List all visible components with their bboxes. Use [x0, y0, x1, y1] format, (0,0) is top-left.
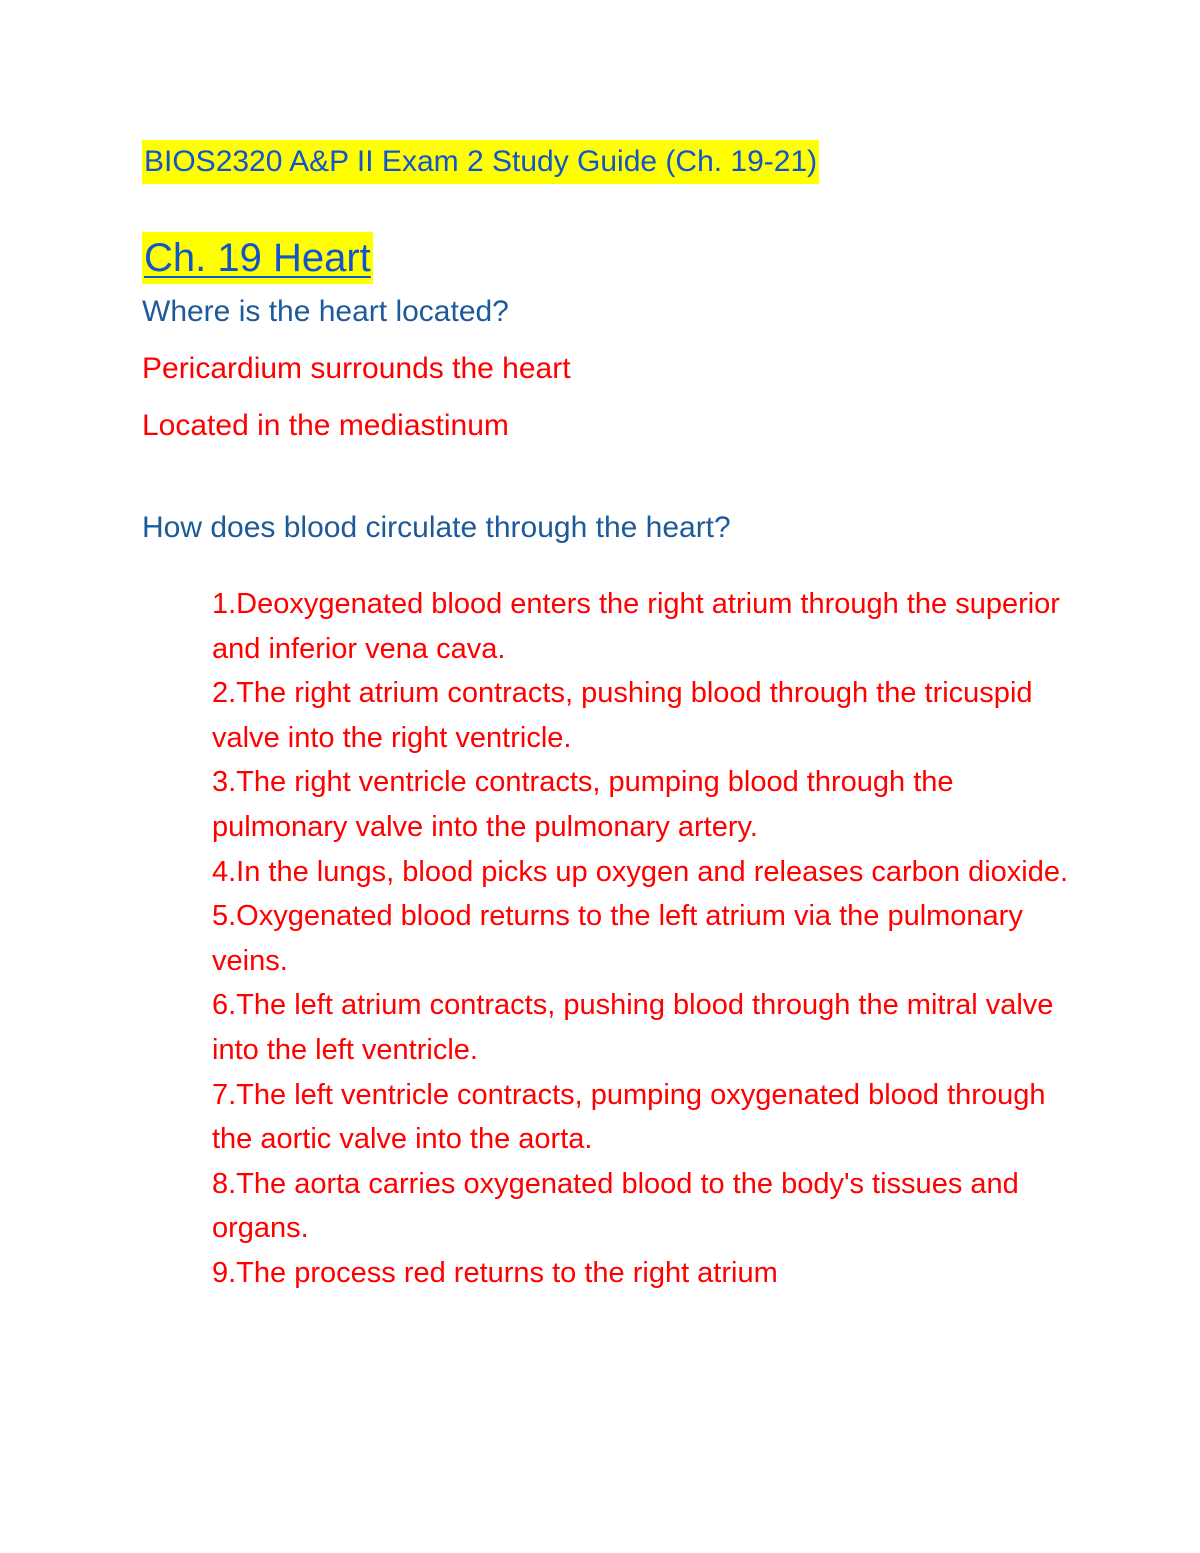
document-title: BIOS2320 A&P II Exam 2 Study Guide (Ch. 19-21): [142, 140, 819, 184]
question-heart-location: Where is the heart located?: [142, 295, 509, 328]
circulation-step: 7.The left ventricle contracts, pumping oxygenated blood through the aortic valve into the aorta.: [212, 1078, 1046, 1156]
answer-line: Located in the mediastinum: [142, 409, 509, 442]
circulation-step: 6.The left atrium contracts, pushing blood through the mitral valve into the left ventricle.: [212, 989, 1054, 1066]
circulation-steps-list: [212, 582, 1072, 1296]
circulation-step: 9.The process red returns to the right atrium: [212, 1256, 778, 1289]
circulation-step: 3.The right ventricle contracts, pumping blood through the pulmonary valve into the pulmonary artery.: [212, 766, 954, 843]
circulation-step: 4.In the lungs, blood picks up oxygen and releases carbon dioxide.: [212, 855, 1069, 888]
circulation-step: 2.The right atrium contracts, pushing blood through the tricuspid valve into the right ventricle.: [212, 677, 1033, 754]
answer-line: Pericardium surrounds the heart: [142, 352, 571, 385]
circulation-step: 8.The aorta carries oxygenated blood to the body's tissues and organs.: [212, 1167, 1019, 1245]
chapter-heading: Ch. 19 Heart: [142, 232, 373, 284]
circulation-step: 1.Deoxygenated blood enters the right atrium through the superior and inferior vena cava.: [212, 588, 1060, 665]
question-blood-circulation: How does blood circulate through the heart?: [142, 511, 731, 544]
circulation-step: 5.Oxygenated blood returns to the left atrium via the pulmonary veins.: [212, 900, 1023, 977]
